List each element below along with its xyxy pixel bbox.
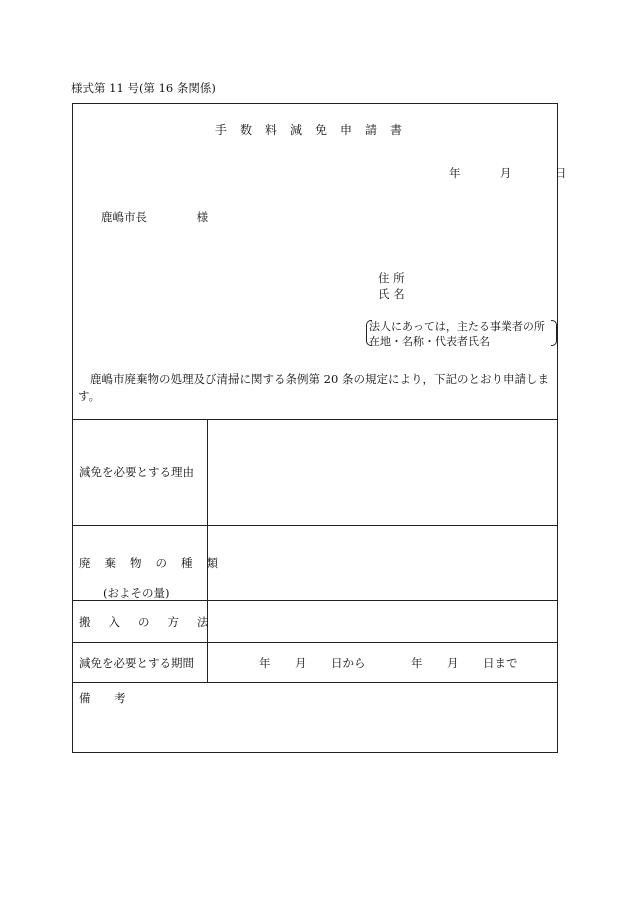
bracket-right xyxy=(551,320,557,346)
form-title: 手数料減免申請書 xyxy=(214,123,415,137)
waste-amount-label: (およその量) xyxy=(103,586,170,600)
application-date xyxy=(449,165,566,181)
period-end-day: 日まで xyxy=(483,656,518,670)
table-divider xyxy=(73,642,557,643)
table-column-divider xyxy=(207,419,208,682)
table-divider xyxy=(73,525,557,526)
table-divider xyxy=(73,419,557,420)
period-start-month: 月 xyxy=(295,656,307,670)
period-label: 減免を必要とする期間 xyxy=(79,656,194,670)
bracket-left xyxy=(366,320,372,346)
name-label: 氏 名 xyxy=(378,287,405,301)
date-month: 月 xyxy=(499,166,512,180)
period-end-year: 年 xyxy=(411,656,423,670)
period-end-month: 月 xyxy=(447,656,459,670)
addressee-mayor: 鹿嶋市長 xyxy=(101,210,147,224)
period-start-day: 日から xyxy=(331,656,366,670)
addressee xyxy=(101,209,208,225)
application-form xyxy=(72,103,567,753)
waste-type-label: 廃棄物の種類 xyxy=(79,556,232,570)
date-day: 日 xyxy=(554,166,567,180)
method-label: 搬入の方法 xyxy=(79,615,227,629)
application-statement: 鹿嶋市廃棄物の処理及び清掃に関する条例第 20 条の規定により，下記のとおり申請します。 xyxy=(78,372,549,403)
period-start-year: 年 xyxy=(259,656,271,670)
corporate-note-text: 法人にあっては，主たる事業者の所在地・名称・代表者氏名 xyxy=(369,320,545,348)
reason-label: 減免を必要とする理由 xyxy=(79,465,194,479)
corporate-note xyxy=(369,319,553,347)
form-number: 様式第 11 号(第 16 条関係) xyxy=(71,81,216,95)
addressee-honorific: 様 xyxy=(196,210,209,224)
address-label: 住 所 xyxy=(378,271,405,285)
remarks-label: 備 考 xyxy=(79,691,136,705)
date-year: 年 xyxy=(449,166,461,180)
table-divider xyxy=(73,682,557,683)
